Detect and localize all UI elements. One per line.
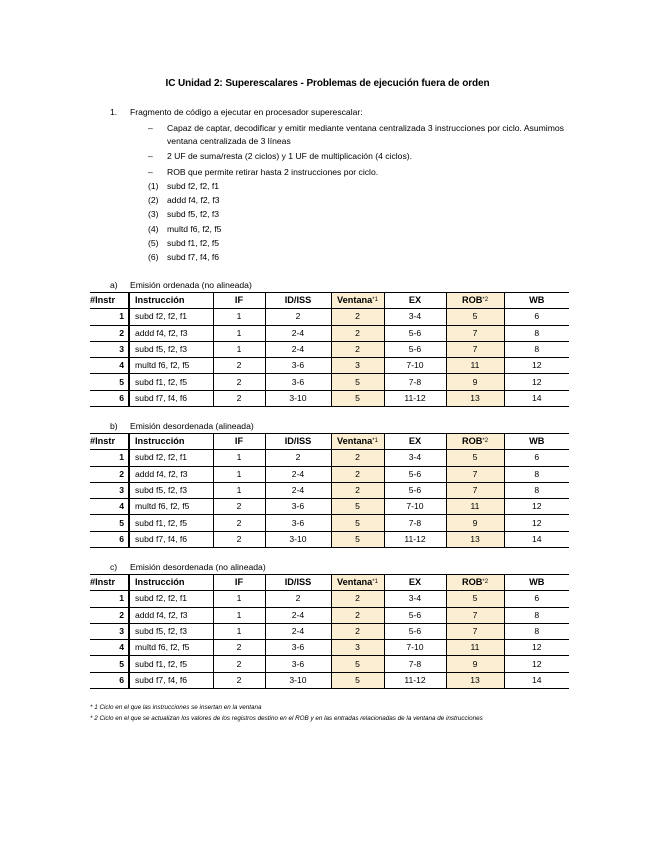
cell-wb: 12 — [504, 656, 569, 672]
table-row — [90, 515, 569, 531]
execution-table — [90, 433, 569, 548]
table-row — [90, 672, 569, 688]
cell-num: 6 — [90, 531, 129, 547]
page-title: IC Unidad 2: Superescalares - Problemas de ejecución fuera de orden — [165, 78, 490, 89]
cell-wb: 14 — [504, 531, 569, 547]
cell-ventana: 2 — [331, 607, 384, 623]
table-row — [90, 607, 569, 623]
cell-wb: 12 — [504, 499, 569, 515]
cell-ex: 11-12 — [384, 672, 446, 688]
cell-instr: multd f6, f2, f5 — [129, 640, 213, 656]
header-rob: ROB$^{*2}$ — [446, 293, 504, 309]
cell-num: 5 — [90, 656, 129, 672]
code-line: (2) addd f4, f2, f3 — [148, 195, 220, 206]
cell-ex: 7-10 — [384, 499, 446, 515]
cell-rob: 7 — [446, 623, 504, 639]
cell-rob: 11 — [446, 358, 504, 374]
cell-num: 1 — [90, 309, 129, 325]
cell-ex: 5-6 — [384, 623, 446, 639]
header-ex: EX — [384, 434, 446, 450]
cell-ventana: 3 — [331, 640, 384, 656]
cell-instr: subd f2, f2, f1 — [129, 591, 213, 607]
table-header-row — [90, 434, 569, 450]
section-label: b) Emisión desordenada (alineada) — [110, 421, 254, 431]
header-idiss: ID/ISS — [265, 575, 331, 591]
table-row — [90, 640, 569, 656]
cell-ex: 5-6 — [384, 607, 446, 623]
cell-idiss: 3-10 — [265, 531, 331, 547]
cell-if: 2 — [213, 531, 265, 547]
cell-if: 2 — [213, 656, 265, 672]
cell-ventana: 2 — [331, 482, 384, 498]
cell-ventana: 5 — [331, 390, 384, 406]
cell-instr: subd f7, f4, f6 — [129, 531, 213, 547]
cell-idiss: 3-10 — [265, 672, 331, 688]
table-row — [90, 482, 569, 498]
cell-ex: 7-8 — [384, 656, 446, 672]
cell-if: 2 — [213, 390, 265, 406]
section-label: c) Emisión desordenada (no alineada) — [110, 562, 266, 572]
code-line: (6) subd f7, f4, f6 — [148, 251, 220, 262]
cell-wb: 8 — [504, 466, 569, 482]
cell-instr: subd f2, f2, f1 — [129, 309, 213, 325]
cell-num: 6 — [90, 672, 129, 688]
cell-rob: 5 — [446, 591, 504, 607]
cell-idiss: 2-4 — [265, 623, 331, 639]
cell-ex: 3-4 — [384, 591, 446, 607]
cell-ventana: 5 — [331, 531, 384, 547]
cell-idiss: 2 — [265, 591, 331, 607]
table-row — [90, 325, 569, 341]
cell-rob: 13 — [446, 390, 504, 406]
cell-ventana: 2 — [331, 450, 384, 466]
cell-idiss: 3-6 — [265, 515, 331, 531]
cell-idiss: 2-4 — [265, 607, 331, 623]
table-header-row — [90, 293, 569, 309]
cell-wb: 8 — [504, 341, 569, 357]
bullet-item: – ROB que permite retirar hasta 2 instrucciones por ciclo. — [148, 166, 379, 177]
section-label: a) Emisión ordenada (no alineada) — [110, 280, 252, 290]
cell-rob: 7 — [446, 607, 504, 623]
cell-instr: addd f4, f2, f3 — [129, 607, 213, 623]
header-wb: WB — [504, 434, 569, 450]
table-row — [90, 531, 569, 547]
cell-rob: 13 — [446, 531, 504, 547]
cell-ex: 5-6 — [384, 341, 446, 357]
cell-instr: multd f6, f2, f5 — [129, 358, 213, 374]
cell-ex: 7-8 — [384, 374, 446, 390]
code-line: (5) subd f1, f2, f5 — [148, 237, 220, 248]
cell-wb: 14 — [504, 672, 569, 688]
cell-idiss: 2-4 — [265, 466, 331, 482]
cell-ventana: 5 — [331, 499, 384, 515]
cell-if: 2 — [213, 515, 265, 531]
code-line: (1) subd f2, f2, f1 — [148, 181, 220, 191]
cell-ventana: 3 — [331, 358, 384, 374]
cell-num: 4 — [90, 358, 129, 374]
cell-ex: 7-10 — [384, 640, 446, 656]
header-rob: ROB$^{*2}$ — [446, 575, 504, 591]
cell-if: 2 — [213, 358, 265, 374]
cell-if: 1 — [213, 309, 265, 325]
cell-num: 2 — [90, 325, 129, 341]
cell-if: 2 — [213, 374, 265, 390]
cell-rob: 5 — [446, 450, 504, 466]
cell-ventana: 5 — [331, 515, 384, 531]
code-line: (4) multd f6, f2, f5 — [148, 223, 222, 234]
cell-idiss: 3-6 — [265, 358, 331, 374]
cell-instr: subd f5, f2, f3 — [129, 341, 213, 357]
cell-ex: 3-4 — [384, 309, 446, 325]
header-if: IF — [213, 293, 265, 309]
cell-num: 2 — [90, 607, 129, 623]
cell-num: 4 — [90, 499, 129, 515]
table-row — [90, 623, 569, 639]
cell-ventana: 2 — [331, 466, 384, 482]
cell-ventana: 2 — [331, 309, 384, 325]
cell-ventana: 5 — [331, 656, 384, 672]
header-if: IF — [213, 434, 265, 450]
cell-instr: subd f5, f2, f3 — [129, 482, 213, 498]
bullet-item: – 2 UF de suma/resta (2 ciclos) y 1 UF de multiplicación (4 ciclos). — [148, 151, 412, 161]
table-row — [90, 499, 569, 515]
cell-ex: 5-6 — [384, 325, 446, 341]
header-idiss: ID/ISS — [265, 434, 331, 450]
cell-instr: addd f4, f2, f3 — [129, 325, 213, 341]
cell-wb: 8 — [504, 482, 569, 498]
header-ventana: Ventana$^{*1}$ — [331, 293, 384, 309]
cell-instr: subd f7, f4, f6 — [129, 390, 213, 406]
cell-rob: 9 — [446, 656, 504, 672]
cell-idiss: 3-6 — [265, 640, 331, 656]
table-row — [90, 358, 569, 374]
cell-idiss: 3-6 — [265, 656, 331, 672]
cell-idiss: 3-6 — [265, 499, 331, 515]
cell-ventana: 5 — [331, 374, 384, 390]
cell-idiss: 3-6 — [265, 374, 331, 390]
cell-rob: 9 — [446, 374, 504, 390]
code-line: (3) subd f5, f2, f3 — [148, 209, 220, 220]
cell-ex: 11-12 — [384, 531, 446, 547]
cell-idiss: 2-4 — [265, 325, 331, 341]
cell-instr: subd f1, f2, f5 — [129, 656, 213, 672]
cell-rob: 7 — [446, 466, 504, 482]
cell-instr: subd f2, f2, f1 — [129, 450, 213, 466]
cell-ex: 5-6 — [384, 482, 446, 498]
cell-ventana: 2 — [331, 623, 384, 639]
header-instr: Instrucción — [129, 293, 213, 309]
header-rob: ROB$^{*2}$ — [446, 434, 504, 450]
cell-wb: 6 — [504, 591, 569, 607]
cell-num: 3 — [90, 623, 129, 639]
cell-num: 3 — [90, 482, 129, 498]
table-row — [90, 309, 569, 325]
table-header-row — [90, 575, 569, 591]
problem-bullets — [148, 122, 568, 181]
cell-wb: 12 — [504, 515, 569, 531]
header-ventana: Ventana$^{*1}$ — [331, 434, 384, 450]
cell-ventana: 5 — [331, 672, 384, 688]
header-num: #Instr — [90, 575, 129, 591]
cell-if: 2 — [213, 672, 265, 688]
table-row — [90, 450, 569, 466]
cell-rob: 7 — [446, 325, 504, 341]
cell-ex: 5-6 — [384, 466, 446, 482]
cell-idiss: 2 — [265, 450, 331, 466]
cell-wb: 12 — [504, 358, 569, 374]
cell-ventana: 2 — [331, 325, 384, 341]
cell-ex: 3-4 — [384, 450, 446, 466]
cell-wb: 6 — [504, 309, 569, 325]
execution-table — [90, 292, 569, 407]
cell-rob: 7 — [446, 482, 504, 498]
cell-wb: 8 — [504, 623, 569, 639]
header-num: #Instr — [90, 434, 129, 450]
cell-if: 1 — [213, 607, 265, 623]
header-num: #Instr — [90, 293, 129, 309]
cell-num: 1 — [90, 591, 129, 607]
cell-wb: 12 — [504, 640, 569, 656]
cell-wb: 8 — [504, 325, 569, 341]
footnote-2: * 2 Ciclo en el que se actualizan los valores de los registros destino en el ROB y en las entradas relacionadas de la ventana de instrucciones — [90, 715, 483, 722]
cell-if: 1 — [213, 325, 265, 341]
table-row — [90, 341, 569, 357]
cell-num: 6 — [90, 390, 129, 406]
cell-idiss: 3-10 — [265, 390, 331, 406]
code-listing — [148, 179, 221, 264]
cell-if: 1 — [213, 623, 265, 639]
cell-instr: subd f7, f4, f6 — [129, 672, 213, 688]
cell-ex: 7-10 — [384, 358, 446, 374]
cell-rob: 9 — [446, 515, 504, 531]
execution-table — [90, 574, 569, 689]
cell-rob: 5 — [446, 309, 504, 325]
cell-if: 1 — [213, 482, 265, 498]
cell-idiss: 2 — [265, 309, 331, 325]
cell-rob: 13 — [446, 672, 504, 688]
cell-instr: subd f1, f2, f5 — [129, 515, 213, 531]
header-ex: EX — [384, 293, 446, 309]
cell-wb: 12 — [504, 374, 569, 390]
cell-rob: 7 — [446, 341, 504, 357]
table-row — [90, 656, 569, 672]
table-row — [90, 466, 569, 482]
cell-wb: 8 — [504, 607, 569, 623]
header-idiss: ID/ISS — [265, 293, 331, 309]
cell-num: 1 — [90, 450, 129, 466]
cell-instr: addd f4, f2, f3 — [129, 466, 213, 482]
bullet-item: – Capaz de captar, decodificar y emitir mediante ventana centralizada 3 instrucciones por ciclo. Asumimos ventana centralizada de 3 líneas — [148, 123, 564, 146]
cell-if: 1 — [213, 466, 265, 482]
cell-num: 5 — [90, 374, 129, 390]
footnotes — [90, 702, 560, 724]
cell-if: 2 — [213, 499, 265, 515]
header-instr: Instrucción — [129, 434, 213, 450]
cell-ex: 11-12 — [384, 390, 446, 406]
cell-ventana: 2 — [331, 591, 384, 607]
cell-rob: 11 — [446, 499, 504, 515]
cell-num: 3 — [90, 341, 129, 357]
cell-num: 2 — [90, 466, 129, 482]
cell-ex: 7-8 — [384, 515, 446, 531]
cell-num: 4 — [90, 640, 129, 656]
header-ex: EX — [384, 575, 446, 591]
cell-ventana: 2 — [331, 341, 384, 357]
cell-num: 5 — [90, 515, 129, 531]
cell-wb: 6 — [504, 450, 569, 466]
cell-if: 1 — [213, 341, 265, 357]
cell-if: 2 — [213, 640, 265, 656]
table-row — [90, 390, 569, 406]
cell-wb: 14 — [504, 390, 569, 406]
cell-if: 1 — [213, 591, 265, 607]
problem-number: 1. — [110, 107, 118, 117]
cell-instr: subd f5, f2, f3 — [129, 623, 213, 639]
cell-instr: subd f1, f2, f5 — [129, 374, 213, 390]
header-wb: WB — [504, 575, 569, 591]
header-instr: Instrucción — [129, 575, 213, 591]
header-ventana: Ventana$^{*1}$ — [331, 575, 384, 591]
cell-if: 1 — [213, 450, 265, 466]
table-row — [90, 374, 569, 390]
cell-idiss: 2-4 — [265, 341, 331, 357]
header-if: IF — [213, 575, 265, 591]
problem-intro-text: Fragmento de código a ejecutar en procesador superescalar: — [130, 107, 363, 117]
table-row — [90, 591, 569, 607]
cell-idiss: 2-4 — [265, 482, 331, 498]
footnote-1: * 1 Ciclo en el que las instrucciones se insertan en la ventana — [90, 704, 262, 711]
cell-instr: multd f6, f2, f5 — [129, 499, 213, 515]
header-wb: WB — [504, 293, 569, 309]
cell-rob: 11 — [446, 640, 504, 656]
